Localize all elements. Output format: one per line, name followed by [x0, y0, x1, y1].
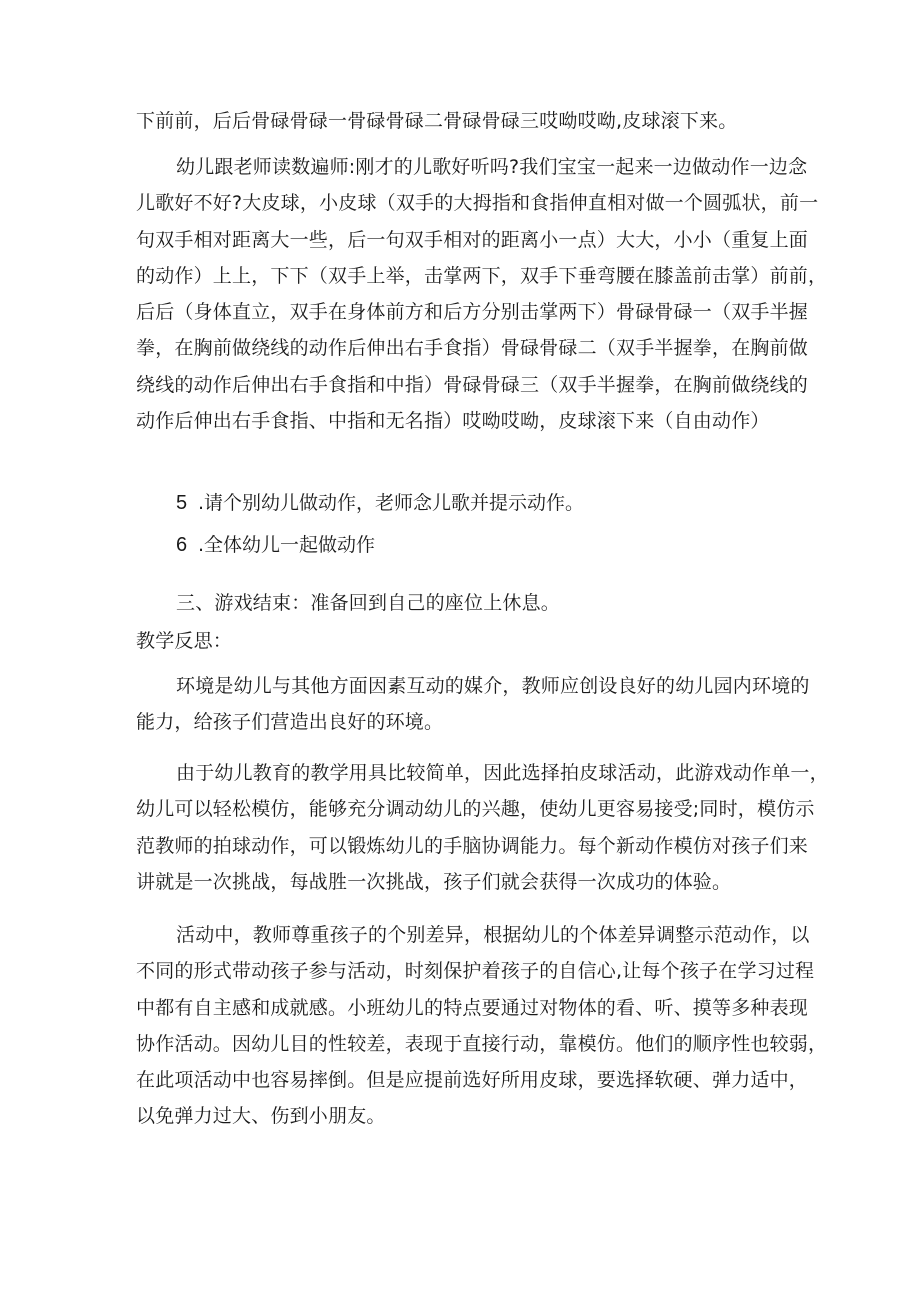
reflection-paragraph-2	[136, 755, 829, 900]
text-line: 协作活动。因幼儿目的性较差，表现于直接行动，靠模仿。他们的顺序性也较弱，	[136, 1032, 828, 1055]
text-line: 的动作）上上，下下（双手上举，击掌两下，双手下垂弯腰在膝盖前击掌）前前，	[136, 264, 828, 287]
text-line: 动作后伸出右手食指、中指和无名指）哎呦哎呦，皮球滚下来（自由动作）	[136, 410, 770, 433]
text-line: 能力，给孩子们营造出良好的环境。	[136, 711, 444, 734]
text-line: 下前前，后后骨碌骨碌一骨碌骨碌二骨碌骨碌三哎呦哎呦,皮球滚下来。	[136, 110, 738, 132]
text-line: 由于幼儿教育的教学用具比较简单，因此选择拍皮球活动，此游戏动作单一，	[176, 762, 829, 784]
text-line: 幼儿跟老师读数遍师:刚才的儿歌好听吗?我们宝宝一起来一边做动作一边念	[176, 156, 808, 178]
paragraph-rhyme-actions	[136, 149, 828, 439]
text-line: 后后（身体直立，双手在身体前方和后方分别击掌两下）骨碌骨碌一（双手半握	[136, 301, 809, 324]
list-number: 5	[176, 492, 188, 514]
text-line: 拳，在胸前做绕线的动作后伸出右手食指）骨碌骨碌二（双手半握拳，在胸前做	[136, 337, 809, 360]
text-line: 范教师的拍球动作，可以锻炼幼儿的手脑协调能力。每个新动作模仿对孩子们来	[136, 834, 809, 857]
list-number: 6	[176, 534, 188, 556]
list-item-5	[176, 488, 584, 518]
text-line: 儿歌好不好?大皮球，小皮球（双手的大拇指和食指伸直相对做一个圆弧状，前一	[136, 192, 819, 215]
list-item-text: .全体幼儿一起做动作	[198, 534, 376, 556]
reflection-paragraph-3	[136, 917, 828, 1135]
text-line: 在此项活动中也容易摔倒。但是应提前选好所用皮球，要选择软硬、弹力适中，	[136, 1069, 809, 1092]
text-line: 不同的形式带动孩子参与活动，时刻保护着孩子的自信心,让每个孩子在学习过程	[136, 960, 815, 983]
reflection-title	[136, 623, 796, 659]
text-line: 环境是幼儿与其他方面因素互动的媒介，教师应创设良好的幼儿园内环境的	[176, 675, 810, 697]
text-line: 活动中，教师尊重孩子的个别差异，根据幼儿的个体差异调整示范动作，以	[176, 924, 810, 946]
paragraph-rhyme-end	[136, 103, 796, 139]
text-line: 句双手相对距离大一些，后一句双手相对的距离小一点）大大，小小（重复上面	[136, 228, 809, 251]
section-heading-game-end	[136, 585, 796, 621]
text-line: 中都有自主感和成就感。小班幼儿的特点要通过对物体的看、听、摸等多种表现	[136, 996, 809, 1019]
text-line: 教学反思：	[136, 630, 233, 652]
list-item-text: .请个别幼儿做动作，老师念儿歌并提示动作。	[198, 492, 585, 514]
reflection-paragraph-1	[136, 668, 810, 741]
list-item-6	[176, 530, 375, 560]
text-line: 以免弹力过大、伤到小朋友。	[136, 1105, 386, 1128]
text-line: 绕线的动作后伸出右手食指和中指）骨碌骨碌三（双手半握拳，在胸前做绕线的	[136, 373, 809, 396]
text-line: 幼儿可以轻松模仿，能够充分调动幼儿的兴趣，使幼儿更容易接受;同时，模仿示	[136, 798, 815, 821]
text-line: 讲就是一次挑战，每战胜一次挑战，孩子们就会获得一次成功的体验。	[136, 870, 732, 893]
text-line: 三、游戏结束：准备回到自己的座位上休息。	[176, 592, 561, 614]
